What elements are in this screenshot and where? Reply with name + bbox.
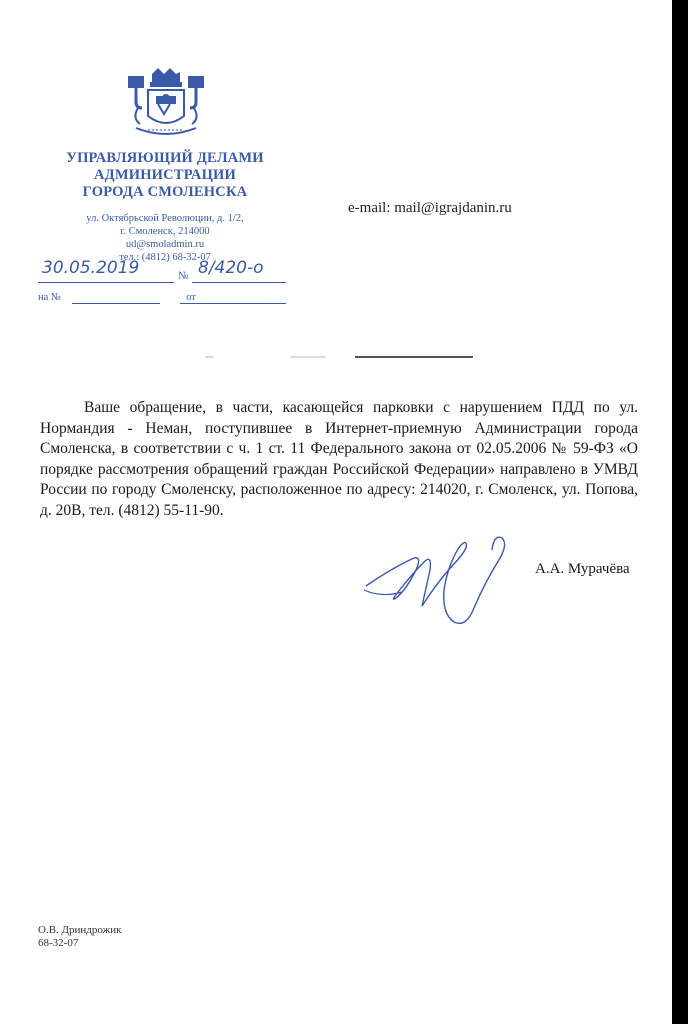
handwritten-date: 30.05.2019 xyxy=(42,258,140,278)
executor-name: О.В. Дриндрожик xyxy=(38,924,122,936)
handwritten-number: 8/420-о xyxy=(198,258,264,278)
organization-name xyxy=(50,150,280,201)
executor-phone: 68-32-07 xyxy=(38,937,79,949)
org-line-3: ГОРОДА СМОЛЕНСКА xyxy=(82,184,248,200)
reference-label: на № xyxy=(38,292,61,303)
address-city: г. Смоленск, 214000 xyxy=(120,226,210,237)
org-email: ud@smoladmin.ru xyxy=(125,239,205,250)
org-line-2: АДМИНИСТРАЦИИ xyxy=(93,167,237,183)
faded-header-line xyxy=(205,355,473,359)
date-underline xyxy=(38,282,174,283)
recipient-email: e-mail: mail@igrajdanin.ru xyxy=(348,200,512,216)
reference-date-line xyxy=(180,303,286,304)
reference-number-line xyxy=(72,303,160,304)
page-edge-shadow xyxy=(672,0,688,1024)
executor-info xyxy=(38,924,121,950)
reference-row xyxy=(38,292,196,303)
org-phone: тел.: (4812) 68-32-07 xyxy=(119,252,211,263)
signer-name: А.А. Мурачёва xyxy=(535,561,630,577)
address-street: ул. Октябрьской Революции, д. 1/2, xyxy=(86,213,244,224)
reference-from-label: от xyxy=(186,292,196,303)
letter-body xyxy=(40,398,638,521)
number-underline xyxy=(192,282,286,283)
org-line-1: УПРАВЛЯЮЩИЙ ДЕЛАМИ xyxy=(66,150,264,166)
organization-address xyxy=(50,212,280,264)
handwritten-signature xyxy=(362,528,532,628)
number-label: № xyxy=(178,270,189,282)
body-paragraph: Ваше обращение, в части, касающейся парковки с нарушением ПДД по ул. Нормандия - Неман, поступившее в Интернет-приемную Администрации города Смоленска, в соответствии с ч. 1 ст. 11 Федерального закона от 02.05.2006 № 59-ФЗ «О порядке рассмотрения обращений граждан Российской Федерации» направлено в УМВД России по городу Смоленску, расположенное по адресу: 214020, г. Смоленск, ул. Попова, д. 20В, тел. (4812) 55-11-90. xyxy=(40,399,638,519)
smolensk-coat-of-arms-icon xyxy=(126,68,206,140)
